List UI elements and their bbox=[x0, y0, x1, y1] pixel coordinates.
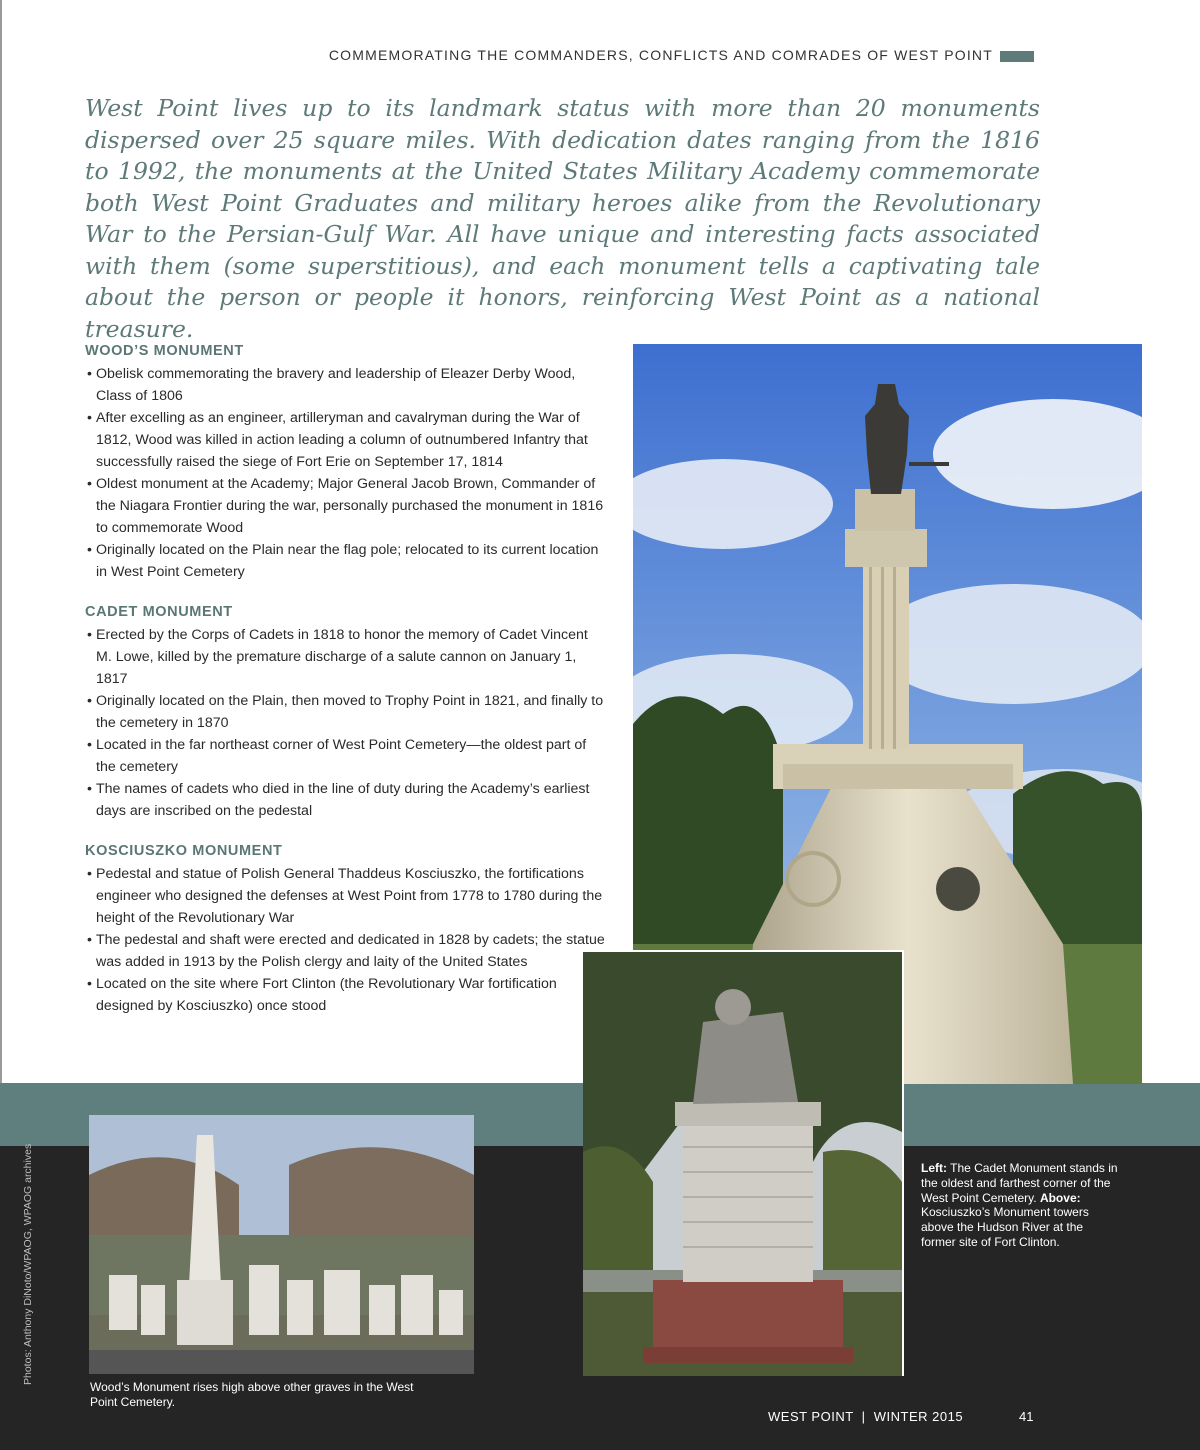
caption-left-text: The Cadet Monument stands in the oldest and farthest corner of the West Point Cemetery. bbox=[921, 1161, 1118, 1205]
section-title: KOSCIUSZKO MONUMENT bbox=[85, 843, 283, 859]
page-number: 41 bbox=[1019, 1409, 1034, 1424]
caption-left-label: Left: bbox=[921, 1161, 947, 1175]
photos-caption bbox=[921, 1161, 1121, 1250]
section-woods-monument bbox=[85, 343, 605, 583]
list-item: • Oldest monument at the Academy; Major General Jacob Brown, Commander of the Niagara Frontier during the war, personally purchased the monument in 1816 to commemorate Wood bbox=[85, 473, 605, 539]
list-item: • After excelling as an engineer, artilleryman and cavalryman during the War of 1812, Wood was killed in action leading a column of outnumbered Infantry that successfully raised the siege of Fort Erie on September 17, 1814 bbox=[85, 407, 605, 473]
section-kosciuszko-monument bbox=[85, 843, 605, 1017]
header-accent-bar bbox=[1000, 51, 1034, 62]
photo-credit: Photos: Anthony DiNoto/WPAOG, WPAOG archives bbox=[22, 1143, 34, 1385]
list-item: • Pedestal and statue of Polish General Thaddeus Kosciuszko, the fortifications engineer who designed the defenses at West Point from 1778 to 1780 during the height of the Revolutionary War bbox=[85, 863, 605, 929]
section-cadet-monument bbox=[85, 604, 605, 822]
bullet-list bbox=[85, 363, 605, 583]
footer-publication: WEST POINT | WINTER 2015 bbox=[768, 1409, 964, 1424]
list-item: • Located in the far northeast corner of West Point Cemetery—the oldest part of the cemetery bbox=[85, 734, 605, 778]
intro-paragraph: West Point lives up to its landmark status with more than 20 monuments dispersed over 25 square miles. With dedication dates ranging from the 1816 to 1992, the monuments at the United States Military Academy commemorate both West Point Graduates and military heroes alike from the Revolutionary War to the Persian-Gulf War. All have unique and interesting facts associated with them (some superstitious), and each monument tells a captivating tale about the person or people it honors, reinforcing West Point as a national treasure. bbox=[85, 94, 1040, 343]
bullet-list bbox=[85, 863, 605, 1017]
running-header: COMMEMORATING THE COMMANDERS, CONFLICTS AND COMRADES OF WEST POINT bbox=[328, 47, 993, 63]
list-item: • The pedestal and shaft were erected and dedicated in 1828 by cadets; the statue was added in 1913 by the Polish clergy and laity of the United States bbox=[85, 929, 605, 973]
list-item: • Obelisk commemorating the bravery and leadership of Eleazer Derby Wood, Class of 1806 bbox=[85, 363, 605, 407]
list-item: • The names of cadets who died in the line of duty during the Academy’s earliest days are inscribed on the pedestal bbox=[85, 778, 605, 822]
list-item: • Originally located on the Plain, then moved to Trophy Point in 1821, and finally to the cemetery in 1870 bbox=[85, 690, 605, 734]
caption-above-label: Above: bbox=[1039, 1190, 1081, 1205]
caption-above-text: Kosciuszko’s Monument towers above the Hudson River at the former site of Fort Clinton. bbox=[921, 1205, 1089, 1249]
list-item: • Located on the site where Fort Clinton (the Revolutionary War fortification designed by Kosciuszko) once stood bbox=[85, 973, 605, 1017]
section-title: WOOD’S MONUMENT bbox=[85, 343, 244, 359]
woods-photo-caption: Wood’s Monument rises high above other graves in the West Point Cemetery. bbox=[90, 1380, 414, 1409]
section-title: CADET MONUMENT bbox=[85, 604, 233, 620]
list-item: • Originally located on the Plain near the flag pole; relocated to its current location in West Point Cemetery bbox=[85, 539, 605, 583]
page-edge-rule bbox=[0, 0, 2, 1083]
kosciuszko-monument-photo bbox=[583, 950, 904, 1376]
bullet-list bbox=[85, 624, 605, 822]
list-item: • Erected by the Corps of Cadets in 1818 to honor the memory of Cadet Vincent M. Lowe, killed by the premature discharge of a salute cannon on January 1, 1817 bbox=[85, 624, 605, 690]
woods-monument-photo bbox=[89, 1115, 474, 1374]
